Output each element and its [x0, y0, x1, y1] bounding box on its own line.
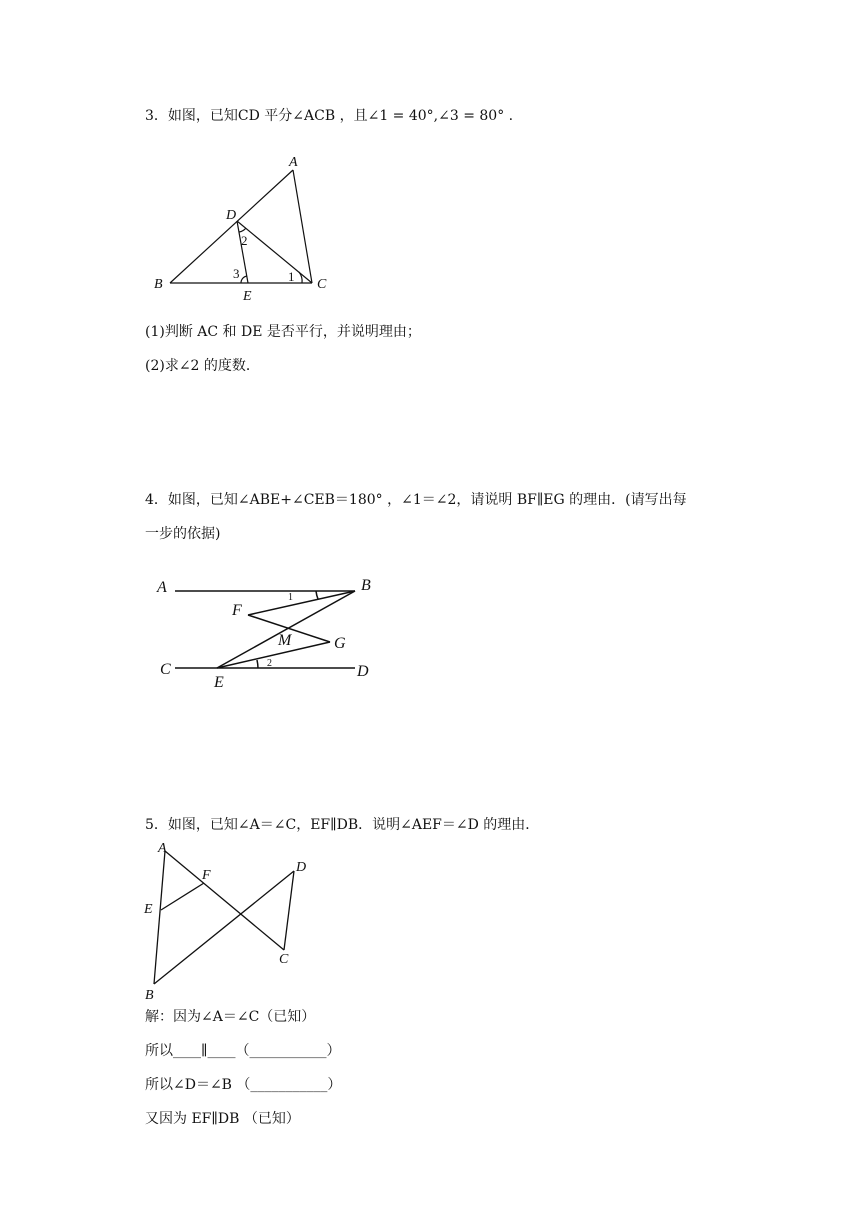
q4-stem-line1: 4．如图，已知∠ABE+∠CEB＝180° ，∠1＝∠2，请说明 BF∥EG 的理由．(请写出每 [145, 492, 687, 508]
label-A: A [158, 841, 167, 856]
label-B: B [154, 277, 163, 292]
label-F: F [202, 868, 211, 883]
label-angle-1: 1 [288, 269, 295, 284]
q5-solution-line3: 所以∠D＝∠B （___________） [145, 1077, 342, 1093]
label-D: D [296, 860, 307, 875]
angle-arc-1 [316, 591, 318, 599]
segment-AC [293, 170, 312, 283]
q3-sub2: (2)求∠2 的度数． [145, 358, 260, 374]
segment-AC [165, 851, 284, 950]
label-angle-2: 2 [267, 658, 272, 669]
label-E: E [214, 674, 224, 691]
label-E: E [243, 289, 252, 304]
label-M: M [278, 632, 292, 649]
q5-stem: 5．如图，已知∠A＝∠C，EF∥DB．说明∠AEF＝∠D 的理由． [145, 817, 540, 833]
label-A: A [289, 155, 298, 170]
q5-solution-line1: 解：因为∠A＝∠C（已知） [145, 1009, 316, 1025]
label-B: B [361, 577, 371, 594]
segment-AB [154, 851, 165, 984]
q3-sub1: (1)判断 AC 和 DE 是否平行，并说明理由； [145, 324, 421, 340]
label-angle-1: 1 [288, 592, 293, 603]
segment-BD [154, 871, 294, 984]
label-angle-2: 2 [241, 233, 248, 248]
q5-solution-line4: 又因为 EF∥DB （已知） [145, 1111, 300, 1127]
label-C: C [279, 952, 289, 967]
label-F: F [232, 602, 242, 619]
label-C: C [160, 661, 171, 678]
q5-solution-line2: 所以____∥____（___________） [145, 1043, 341, 1059]
segment-EF [161, 883, 204, 910]
label-E: E [144, 902, 153, 917]
label-C: C [317, 277, 327, 292]
label-angle-3: 3 [233, 266, 240, 281]
label-D: D [226, 208, 237, 223]
label-A: A [157, 579, 167, 596]
angle-arc-1 [299, 272, 302, 283]
q4-figure [150, 570, 390, 695]
segment-DC [284, 871, 294, 950]
label-G: G [334, 635, 346, 652]
angle-arc-2 [239, 228, 246, 232]
q3-figure [150, 150, 350, 304]
segment-EG [217, 642, 330, 668]
angle-arc-2 [257, 660, 258, 668]
q5-figure [140, 838, 330, 1006]
angle-arc-3 [241, 276, 247, 283]
q4-stem-line2: 一步的依据) [145, 526, 221, 542]
label-D: D [357, 663, 369, 680]
segment-BA [170, 170, 293, 283]
label-B: B [145, 988, 154, 1003]
segment-BF [248, 591, 355, 615]
q3-stem: 3．如图，已知CD 平分∠ACB ，且∠1 = 40°,∠3 = 80° . [145, 108, 514, 124]
